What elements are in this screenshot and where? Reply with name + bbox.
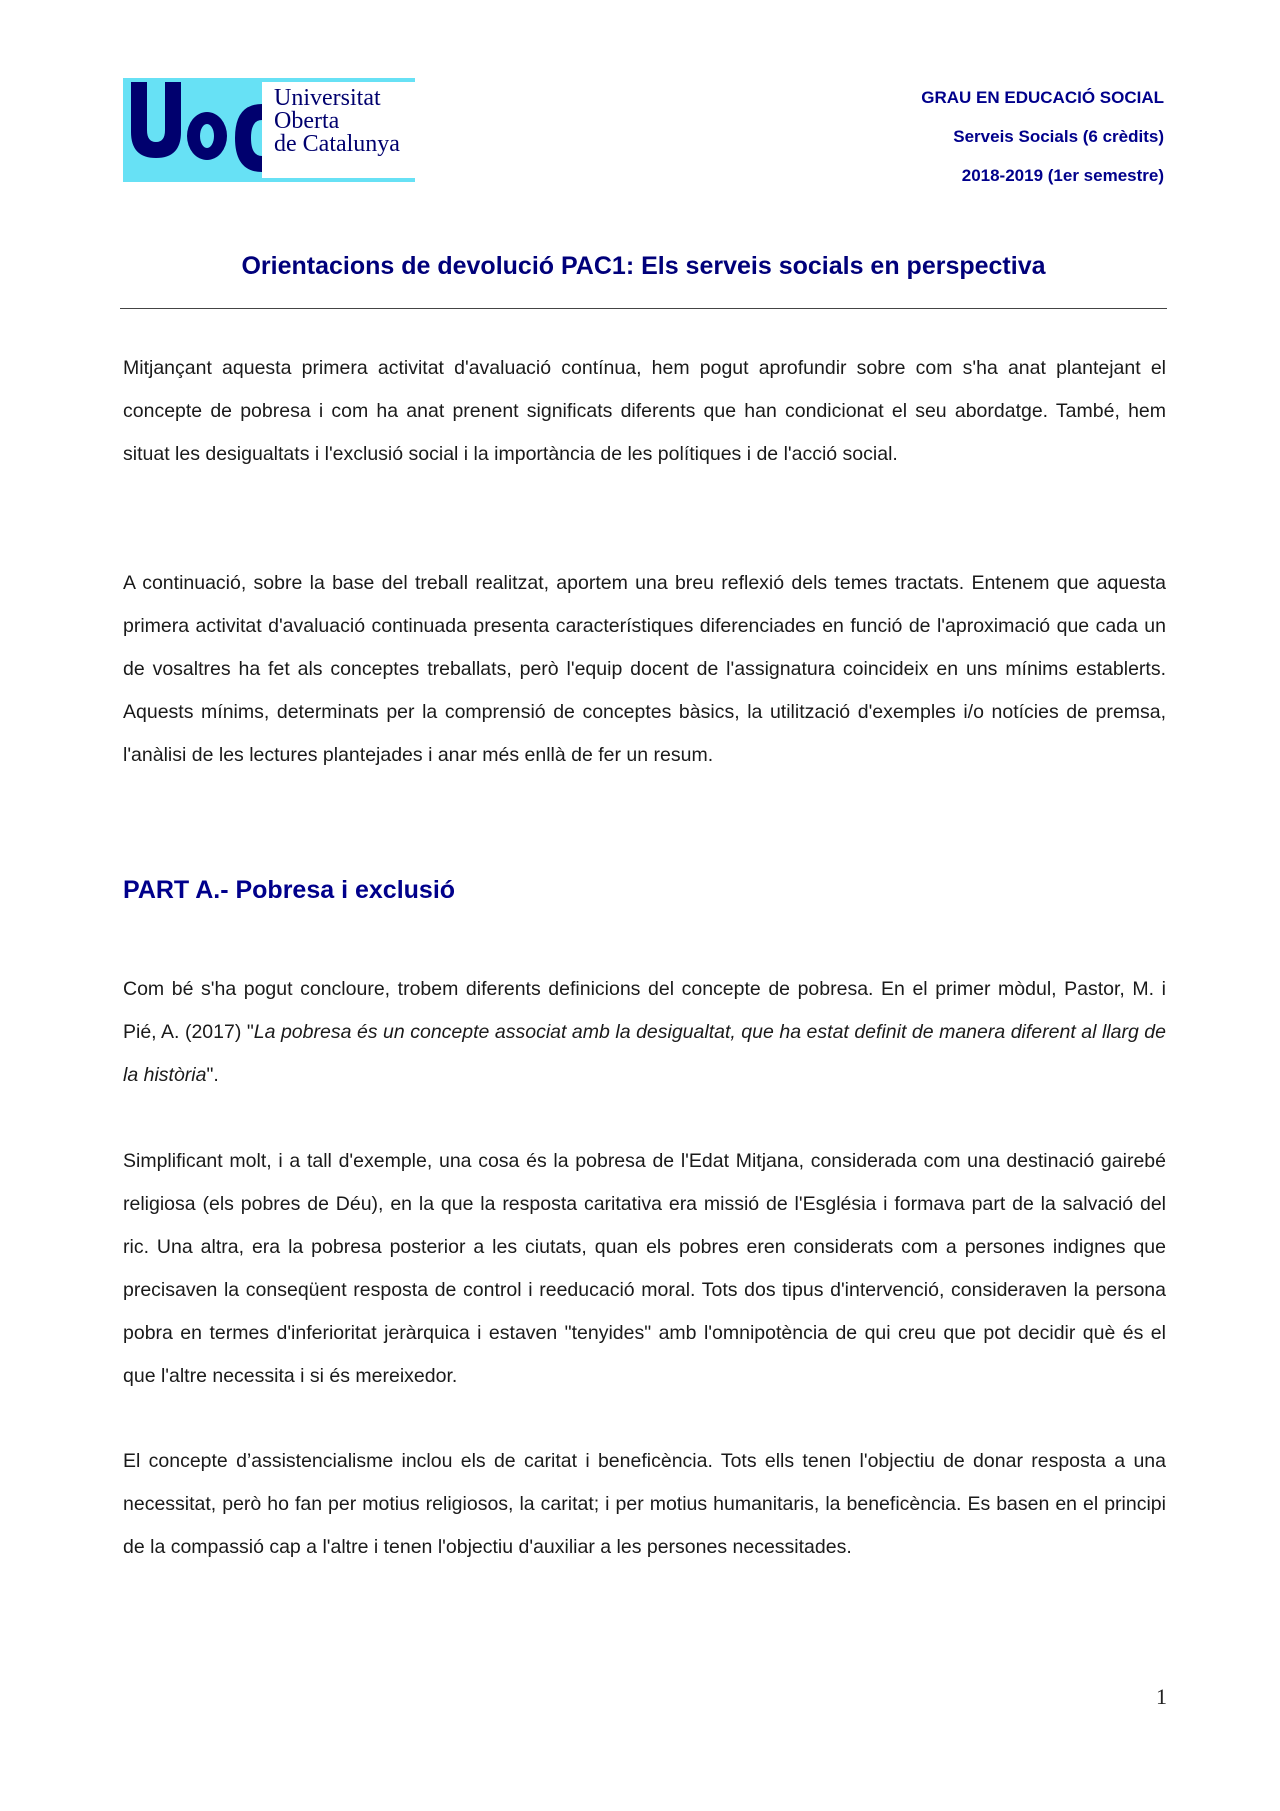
paragraph-reflection (123, 562, 1166, 777)
paragraph-tail: ". (206, 1064, 219, 1086)
paragraph-text: A continuació, sobre la base del treball realitzat, aportem una breu reflexió dels temes tractats. Entenem que aquesta primera activitat d'avaluació continuada presenta característiques diferenciades en funció de l'aproximació que cada un de vosaltres ha fet als conceptes treballats, però l'equip docent de l'assignatura coincideix en uns mínims establerts. Aquests mínims, determinats per la comprensió de conceptes bàsics, la utilització d'exemples i/o notícies de premsa, l'anàlisi de les lectures plantejades i anar més enllà de fer un resum. (123, 572, 1166, 766)
logo-line-1: Universitat (274, 85, 381, 111)
paragraph-lead: Com bé s'ha pogut concloure, trobem diferents definicions del concepte de pobresa. En el primer mòdul, Pastor, M. i Pié, A. (2017) " (123, 978, 1166, 1043)
section-heading-part-a: PART A.- Pobresa i exclusió (123, 876, 456, 904)
paragraph-intro (123, 347, 1166, 476)
paragraph-text: El concepte d’assistencialisme inclou els de caritat i beneficència. Tots ells tenen l'objectiu de donar resposta a una necessitat, però ho fan per motius religiosos, la caritat; i per motius humanitaris, la beneficència. Es basen en el principi de la compassió cap a l'altre i tenen l'objectiu d'auxiliar a les persones necessitades. (123, 1450, 1166, 1558)
document-title: Orientacions de devolució PAC1: Els serveis socials en perspectiva (241, 252, 1046, 280)
logo-line-3: de Catalunya (274, 131, 400, 157)
citation-quote: La pobresa és un concepte associat amb la desigualtat, que ha estat definit de manera diferent al llarg de la història (123, 1021, 1166, 1086)
paragraph-history (123, 1140, 1166, 1398)
course-header (921, 78, 1164, 195)
program-name: GRAU EN EDUCACIÓ SOCIAL (921, 88, 1164, 107)
course-name: Serveis Socials (6 crèdits) (953, 127, 1164, 146)
logo-line-2: Oberta (274, 108, 340, 134)
paragraph-text (123, 968, 1166, 1097)
paragraph-text: Simplificant molt, i a tall d'exemple, una cosa és la pobresa de l'Edat Mitjana, considerada com una destinació gairebé religiosa (els pobres de Déu), en la que la resposta caritativa era missió de l'Església i formava part de la salvació del ric. Una altra, era la pobresa posterior a les ciutats, quan els pobres eren considerats com a persones indignes que precisaven la conseqüent resposta de control i reeducació moral. Tots dos tipus d'intervenció, consideraven la persona pobra en termes d'inferioritat jeràrquica i estaven "tenyides" amb l'omnipotència de qui creu que pot decidir què és el que l'altre necessita i si és mereixedor. (123, 1150, 1166, 1387)
page-number: 1 (1156, 1684, 1167, 1709)
paragraph-text: Mitjançant aquesta primera activitat d'avaluació contínua, hem pogut aprofundir sobre com s'ha anat plantejant el concepte de pobresa i com ha anat prenent significats diferents que han condicionat el seu abordatge. També, hem situat les desigualtats i l'exclusió social i la importància de les polítiques i de l'acció social. (123, 357, 1166, 465)
paragraph-definitions (123, 968, 1166, 1097)
paragraph-assistencialisme (123, 1440, 1166, 1569)
academic-term: 2018-2019 (1er semestre) (961, 166, 1164, 185)
title-divider (120, 308, 1167, 309)
uoc-logo-text (274, 87, 400, 156)
uoc-logo (123, 78, 415, 182)
